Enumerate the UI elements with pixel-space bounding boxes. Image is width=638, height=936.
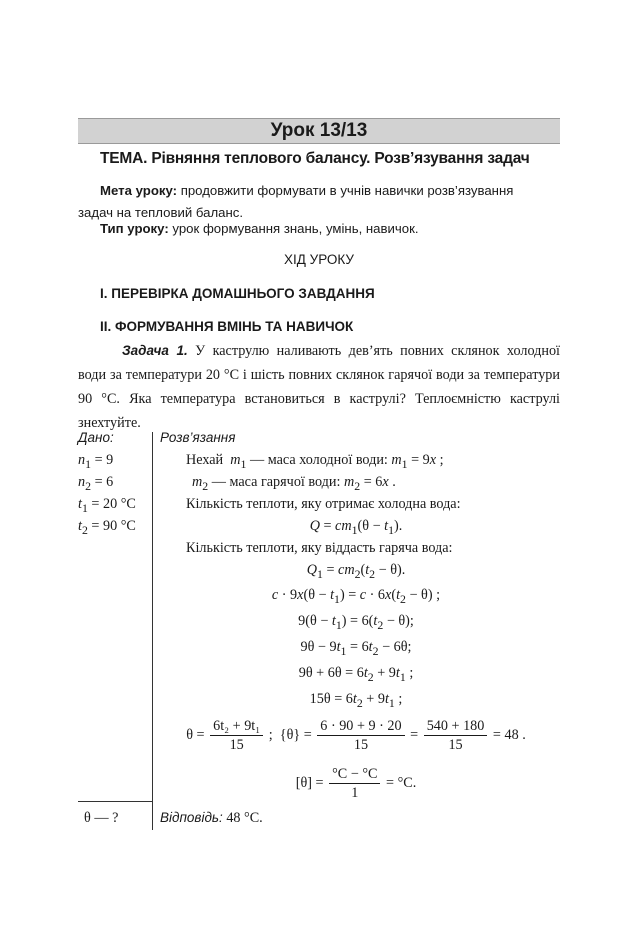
- lesson-title: Урок 13/13: [78, 118, 560, 144]
- given-row: $t_1 = 20$ °C: [78, 496, 136, 515]
- section-2-heading: ІІ. ФОРМУВАННЯ ВМІНЬ ТА НАВИЧОК: [100, 319, 354, 334]
- given-heading: Дано:: [78, 430, 114, 445]
- solution-line-5: Кількість теплоти, яку віддасть гаряча вода:: [186, 540, 453, 556]
- equation-q-cold: $Q = cm_1(\theta - t_1)$.: [309, 518, 403, 537]
- lesson-type: [78, 218, 582, 240]
- answer: [160, 810, 263, 827]
- given-row: $t_2 = 90$ °C: [78, 518, 136, 537]
- equation-units: [θ] = $\frac{^\circ C - ^\circ C}{1}$ = °C.: [295, 766, 417, 801]
- answer-label: Відповідь:: [160, 810, 223, 825]
- equation-step-3: $9\theta + 6\theta = 6t_2 + 9t_1$ ;: [298, 665, 414, 684]
- solution-line-3: Кількість теплоти, яку отримає холодна вода:: [186, 496, 461, 512]
- find-unknown: θ — ?: [84, 810, 119, 826]
- course-heading: ХІД УРОКУ: [283, 252, 355, 267]
- fraction: $\frac{^\circ C - ^\circ C}{1}$: [329, 765, 380, 802]
- equation-theta: θ = $\frac{\text{6t₂ + 9t₁}}{15}$ ; {θ} = $\frac{6 \cdot 90 + 9 \cdot 20}{15}$ = $\frac{540 + 180}{15}$ = 48 .: [186, 718, 526, 753]
- fraction: $\frac{6 \cdot 90 + 9 \cdot 20}{15}$: [317, 717, 404, 754]
- given-row: $n_1 = 9$: [78, 452, 114, 471]
- equation-step-2: $9\theta - 9t_1 = 6t_2 - 6\theta$;: [300, 639, 412, 658]
- solution-line-1: Нехай $m_1$ — маса холодної води: $m_1 = 9x$ ;: [186, 452, 444, 471]
- type-label: Тип уроку:: [100, 221, 169, 236]
- find-divider: [78, 801, 152, 802]
- equation-q-hot: $Q_1 = cm_2(t_2 - \theta)$.: [306, 562, 406, 581]
- type-text: урок формування знань, умінь, навичок.: [172, 221, 419, 236]
- solution-heading: Розв’язання: [160, 430, 236, 445]
- task-statement: [78, 339, 560, 435]
- answer-value: 48 °C.: [226, 810, 263, 826]
- goal-text-2: задач на тепловий баланс.: [78, 205, 244, 220]
- section-1-heading: І. ПЕРЕВІРКА ДОМАШНЬОГО ЗАВДАННЯ: [100, 286, 375, 301]
- solution-line-2: $m_2$ — маса гарячої води: $m_2 = 6x$ .: [192, 474, 396, 493]
- fraction: $\frac{\text{6t₂ + 9t₁}}{15}$: [210, 717, 263, 754]
- equation-step-4: $15\theta = 6t_2 + 9t_1$ ;: [309, 691, 403, 710]
- goal-text-1: продовжити формувати в учнів навички розв’язування: [180, 183, 514, 198]
- given-row: $n_2 = 6$: [78, 474, 114, 493]
- fraction: $\frac{540 + 180}{15}$: [424, 717, 488, 754]
- task-text: У каструлю наливають дев’ять повних склянок холодної води за температури 20 °С і шість повних склянок гарячої води за температури 90 °С. Яка температура встановиться в каструлі? Теплоємністю каструлі знехтуйте.: [78, 343, 560, 431]
- goal-label: Мета уроку:: [100, 183, 178, 198]
- equation-step-1: $9(\theta - t_1) = 6(t_2 - \theta)$;: [298, 613, 414, 632]
- topic-heading: ТЕМА. Рівняння теплового балансу. Розв’язування задач: [100, 150, 530, 167]
- equation-balance: $c \cdot 9x(\theta - t_1) = c \cdot 6x(t_2 - \theta)$ ;: [271, 587, 441, 606]
- task-label: Задача 1.: [122, 343, 188, 358]
